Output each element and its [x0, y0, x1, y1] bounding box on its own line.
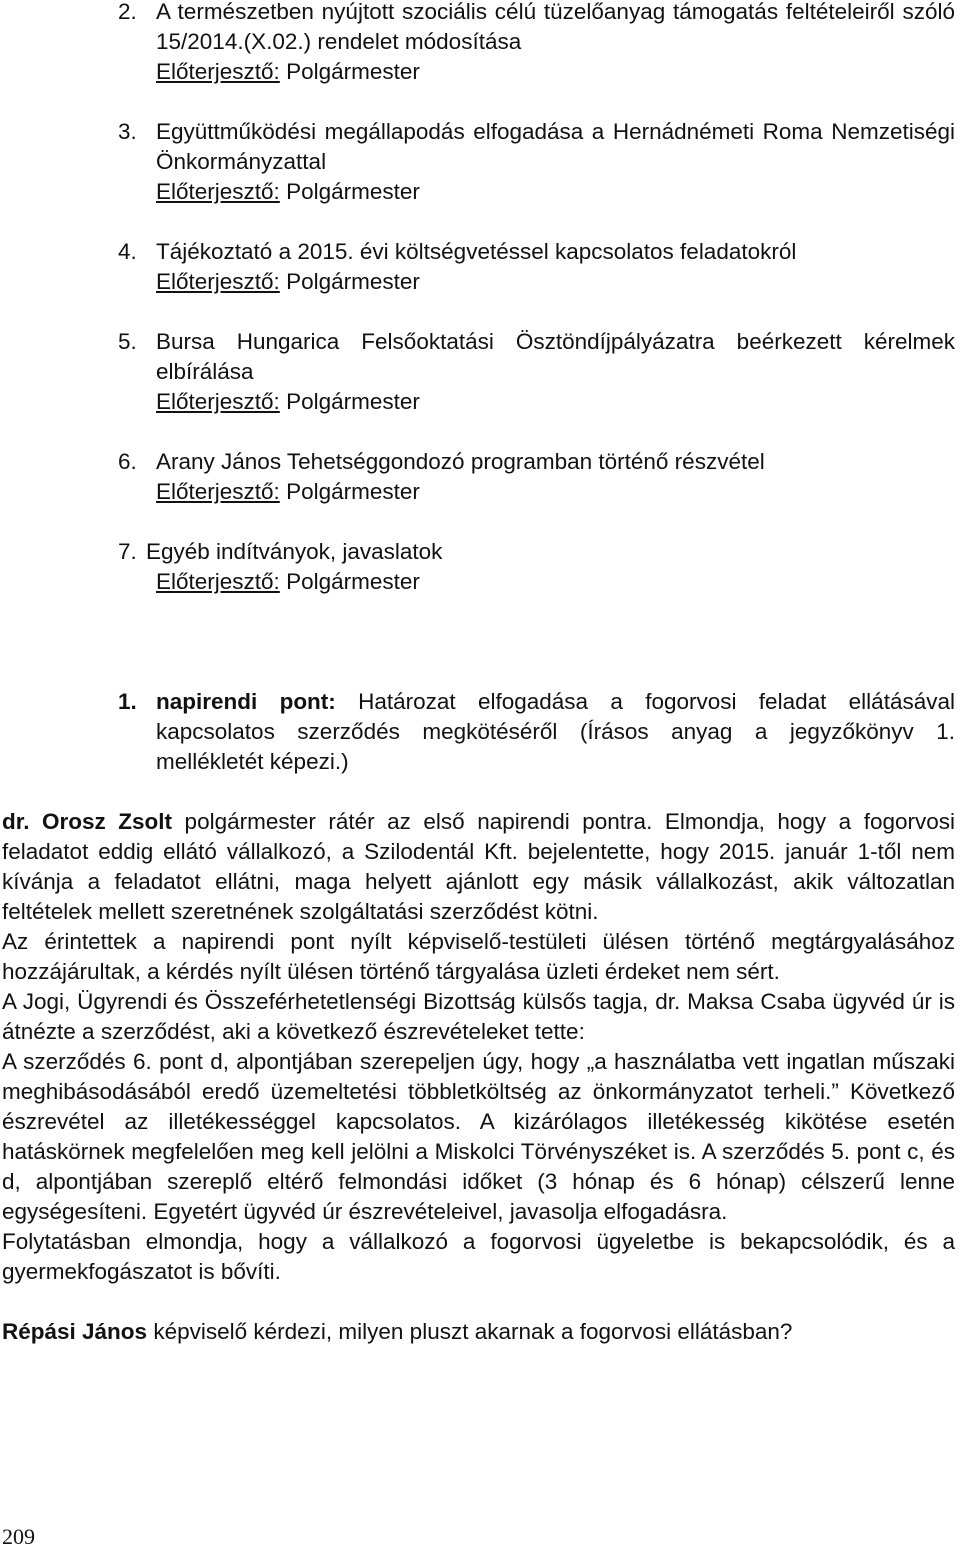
agenda-item-title: Egyéb indítványok, javaslatok — [146, 539, 443, 564]
paragraph-6: Répási János képviselő kérdezi, milyen pluszt akarnak a fogorvosi ellátásban? — [2, 1319, 793, 1344]
paragraph-gap — [2, 1287, 955, 1317]
presenter-name: Polgármester — [279, 479, 420, 504]
presenter-name: Polgármester — [279, 389, 420, 414]
presenter-name: Polgármester — [279, 179, 420, 204]
agenda-item-number: 2. — [118, 0, 137, 24]
page-number: 209 — [2, 1524, 35, 1549]
paragraph-3: A Jogi, Ügyrendi és Összeférhetetlenségi Bizottság külsős tagja, dr. Maksa Csaba ügyvéd úr is átnézte a szerződést, aki a következő észrevételeket tette: — [2, 989, 955, 1044]
presenter-label: Előterjesztő: — [156, 179, 280, 204]
agenda-item-7 — [0, 537, 960, 597]
agenda-list — [0, 0, 960, 627]
presenter-label: Előterjesztő: — [156, 389, 280, 414]
agenda-item-title: Bursa Hungarica Felsőoktatási Ösztöndíjpályázatra beérkezett kérelmek elbírálása — [156, 329, 955, 384]
agenda-item-title: Tájékoztató a 2015. évi költségvetéssel kapcsolatos feladatokról — [156, 239, 797, 264]
agenda-item-presenter — [156, 477, 955, 507]
napirendi-pont-label: napirendi pont: — [156, 689, 336, 714]
presenter-label: Előterjesztő: — [156, 269, 280, 294]
agenda-item-number: 7. — [118, 539, 137, 564]
agenda-item-presenter — [156, 267, 955, 297]
paragraph-5: Folytatásban elmondja, hogy a vállalkozó a fogorvosi ügyeletbe is bekapcsolódik, és a gyermekfogászatot is bővíti. — [2, 1229, 955, 1284]
presenter-name: Polgármester — [279, 269, 420, 294]
napirendi-pont-text: Határozat elfogadása a fogorvosi feladat ellátásával kapcsolatos szerződés megkötéséről (Írásos anyag a jegyzőkönyv 1. mellékletét képezi.) — [156, 689, 955, 774]
speaker-name: dr. Orosz Zsolt — [2, 809, 173, 834]
agenda-item-number: 5. — [118, 329, 137, 354]
agenda-item-number: 4. — [118, 239, 137, 264]
agenda-item-5 — [0, 327, 960, 417]
agenda-item-title: A természetben nyújtott szociális célú tüzelőanyag támogatás feltételeiről szóló 15/2014.(X.02.) rendelet módosítása — [156, 0, 955, 54]
presenter-name: Polgármester — [279, 569, 420, 594]
agenda-item-presenter — [156, 387, 955, 417]
agenda-item-title: Együttműködési megállapodás elfogadása a Hernádnémeti Roma Nemzetiségi Önkormányzattal — [156, 119, 955, 174]
presenter-label: Előterjesztő: — [156, 59, 280, 84]
agenda-item-number: 3. — [118, 119, 137, 144]
agenda-item-4 — [0, 237, 960, 297]
presenter-label: Előterjesztő: — [156, 569, 280, 594]
paragraph-1: dr. Orosz Zsolt polgármester rátér az első napirendi pontra. Elmondja, hogy a fogorvosi feladatot eddig ellátó vállalkozó, a Szilodentál Kft. bejelentette, hogy 2015. január 1-től nem kívánja a feladatot ellátni, maga helyett ajánlott egy másik vállalkozást, akik változatlan feltételek mellett szeretnének szolgáltatási szerződést kötni. — [2, 809, 955, 924]
agenda-item-presenter — [156, 567, 955, 597]
paragraph-2: Az érintettek a napirendi pont nyílt képviselő-testületi ülésen történő megtárgyalásához hozzájárultak, a kérdés nyílt ülésen történő tárgyalása üzleti érdeket nem sért. — [2, 929, 955, 984]
paragraph-4: A szerződés 6. pont d, alpontjában szerepeljen úgy, hogy „a használatba vett ingatlan műszaki meghibásodásából eredő üzemeltetési többletköltség az önkormányzatot terheli.” Következő észrevétel az illetékességgel kapcsolatos. A kizárólagos illetékesség kikötése esetén hatáskörnek megfelelően meg kell jelölni a Miskolci Törvényszéket is. A szerződés 5. pont c, és d, alpontjában szereplő eltérő felmondási időket (3 hónap és 6 hónap) célszerű lenne egységesíteni. Egyetért ügyvéd úr észrevételeivel, javasolja elfogadásra. — [2, 1049, 955, 1224]
presenter-label: Előterjesztő: — [156, 479, 280, 504]
agenda-item-2 — [0, 0, 960, 87]
presenter-name: Polgármester — [279, 59, 420, 84]
agenda-item-title: Arany János Tehetséggondozó programban történő részvétel — [156, 449, 765, 474]
agenda-item-3 — [0, 117, 960, 207]
speaker-name: Répási János — [2, 1319, 148, 1344]
agenda-item-6 — [0, 447, 960, 507]
agenda-item-presenter — [156, 57, 955, 87]
agenda-item-number: 6. — [118, 449, 137, 474]
napirendi-pont-heading — [2, 687, 955, 777]
napirendi-pont-number: 1. — [118, 689, 137, 714]
minutes-body — [2, 687, 955, 1347]
agenda-item-presenter — [156, 177, 955, 207]
